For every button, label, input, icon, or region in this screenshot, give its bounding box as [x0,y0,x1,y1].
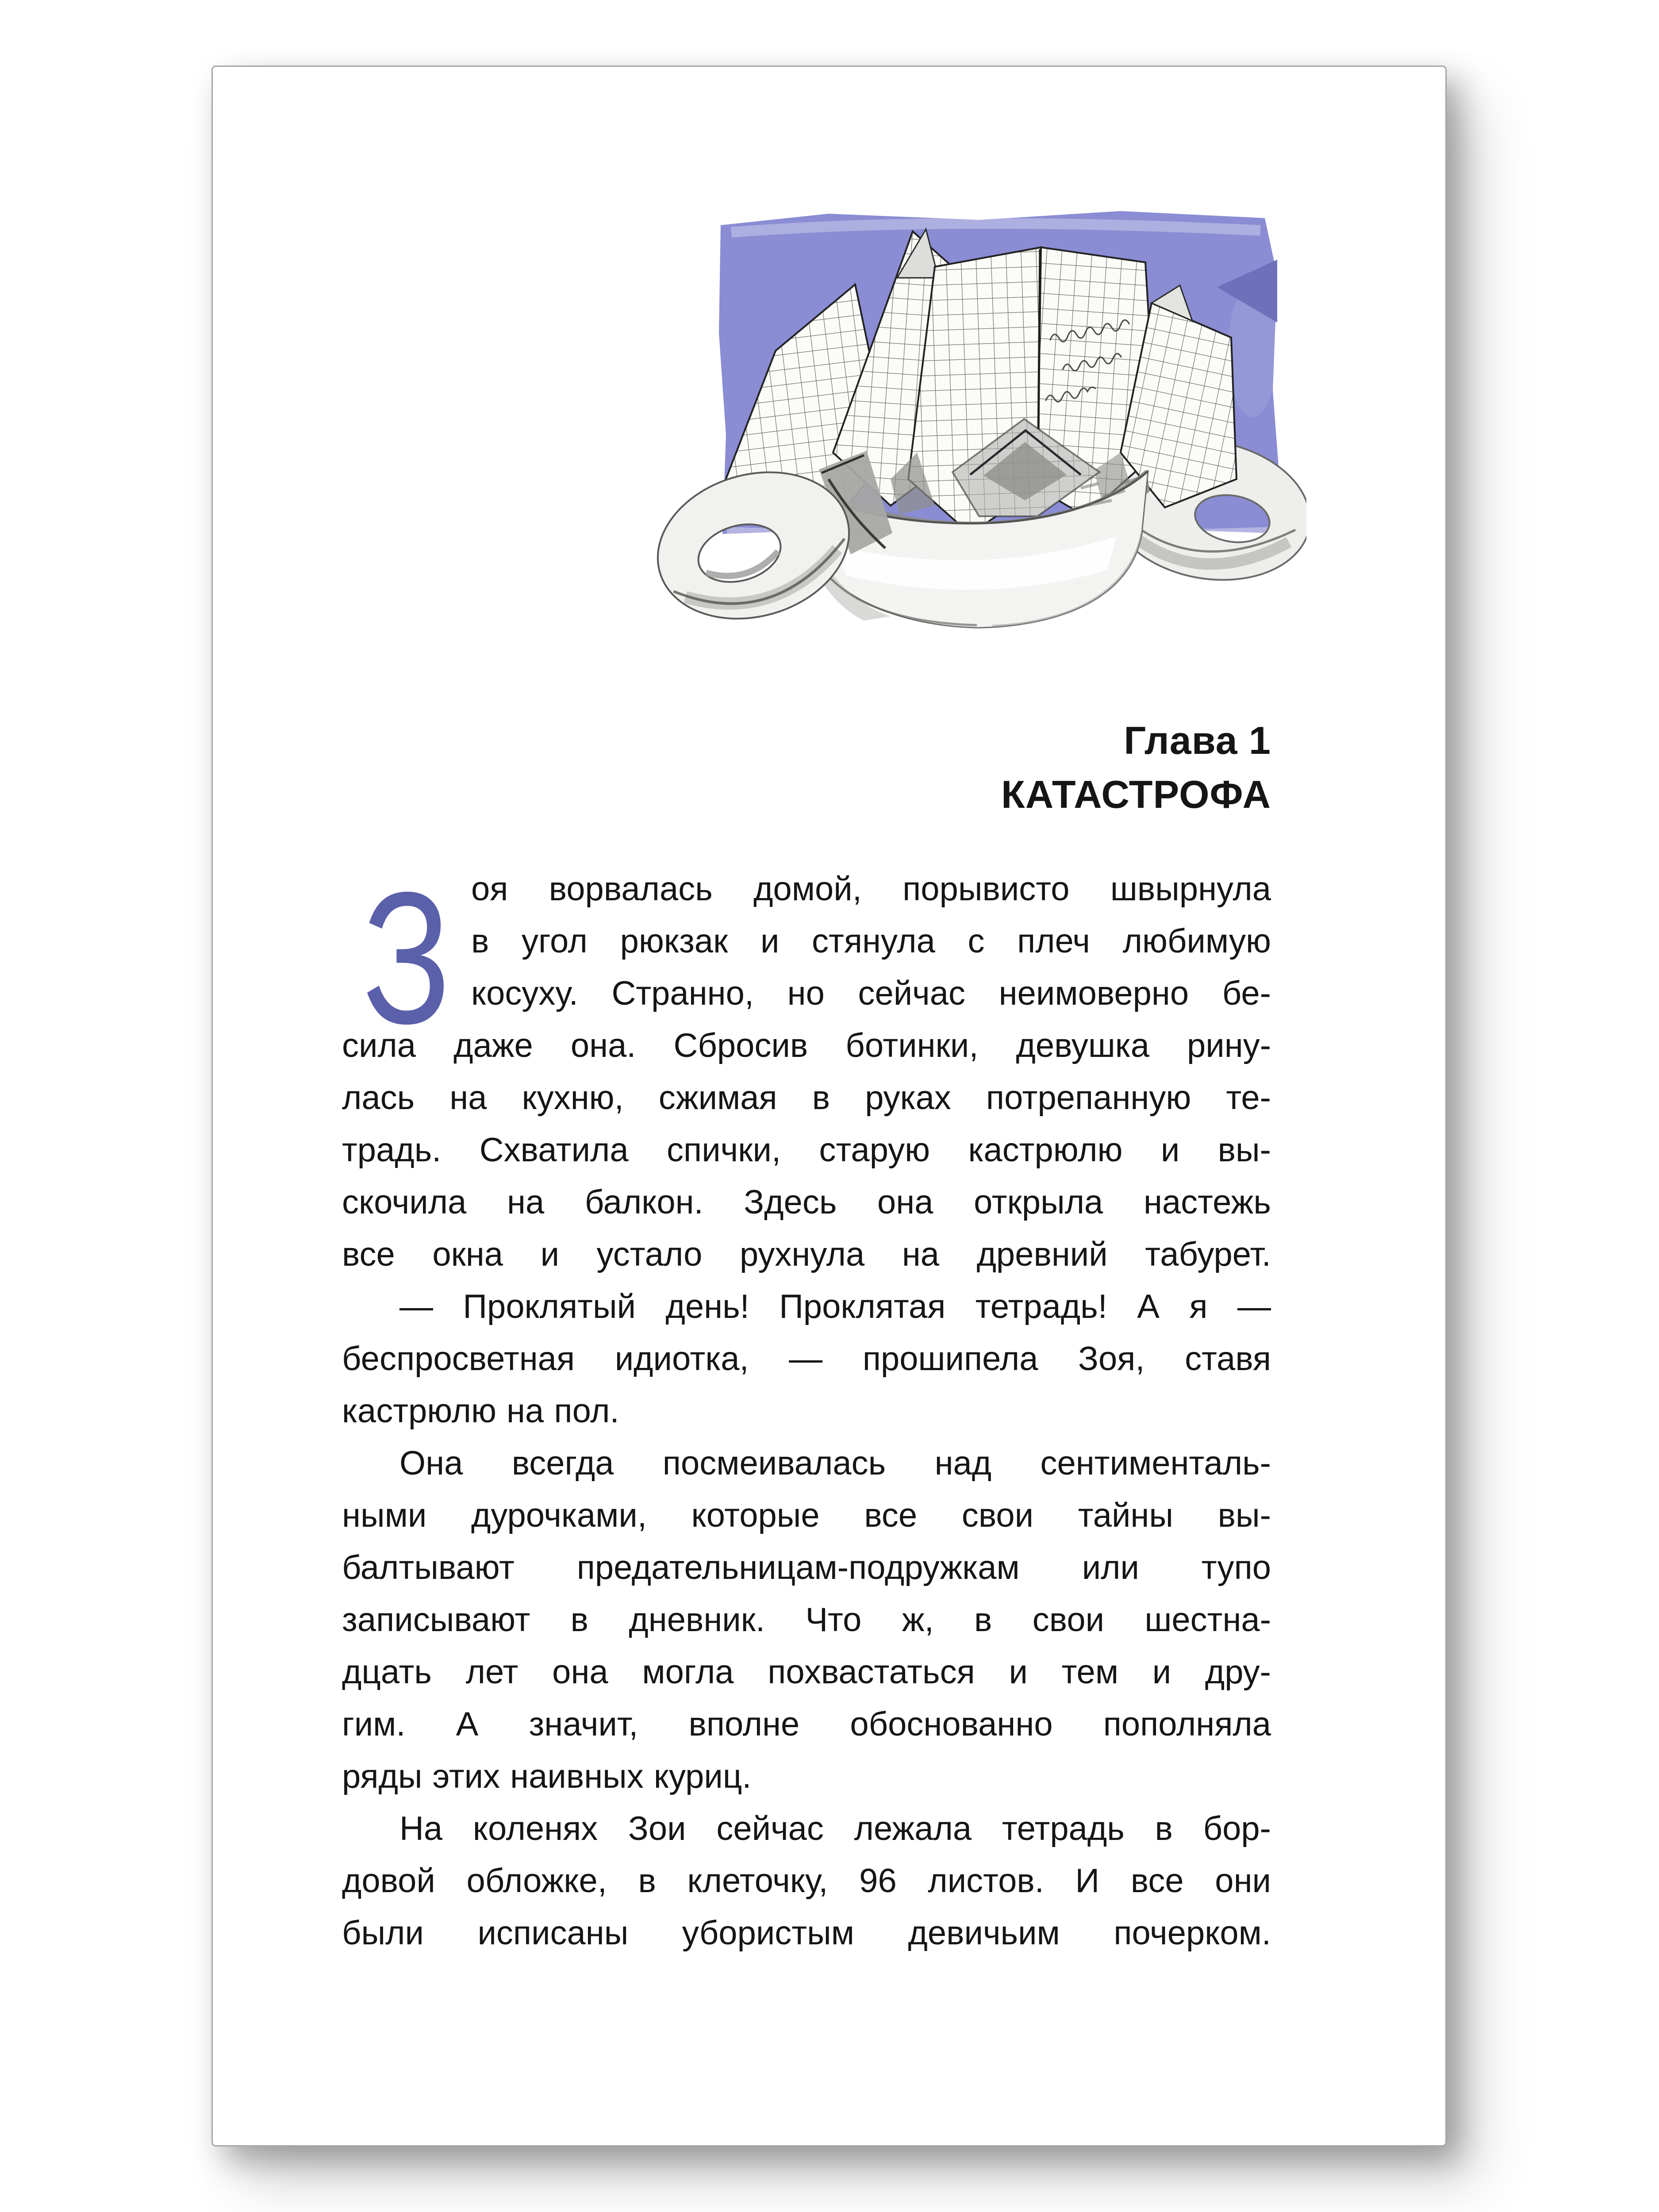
text-line: беспросветная идиотка, — прошипела Зоя, ставя [342,1340,1271,1378]
text-line: косуху. Странно, но сейчас неимоверно бе- [471,975,1271,1012]
book-page [211,65,1447,2147]
text-line: оя ворвалась домой, порывисто швырнула [471,870,1271,908]
text-line: балтывают предательницам-подружкам или тупо [342,1549,1271,1586]
text-line: — Проклятый день! Проклятая тетрадь! А я — [399,1288,1271,1325]
text-line: традь. Схватила спички, старую кастрюлю и вы- [342,1131,1271,1169]
chapter-title: КАТАСТРОФА [1001,772,1271,816]
text-line: гим. А значит, вполне обоснованно пополняла [342,1705,1271,1743]
text-line: в угол рюкзак и стянула с плеч любимую [471,922,1271,960]
text-line: записывают в дневник. Что ж, в свои шестна- [342,1601,1271,1639]
text-line: ряды этих наивных куриц. [342,1758,752,1795]
text-line: лась на кухню, сжимая в руках потрепанную те- [342,1079,1271,1117]
text-line: кастрюлю на пол. [342,1392,619,1430]
chapter-label: Глава 1 [1124,718,1271,762]
text-line: ными дурочками, которые все свои тайны вы- [342,1497,1271,1534]
body-lines [342,853,1271,1959]
drop-cap-letter: З [362,853,451,1063]
text-line: были исписаны убористым девичьим почерком. [342,1914,1271,1952]
text-line: скочила на балкон. Здесь она открыла настежь [342,1183,1271,1221]
chapter-heading [342,714,1271,822]
text-line: На коленях Зои сейчас лежала тетрадь в бор- [399,1810,1271,1847]
text-line: довой обложке, в клеточку, 96 листов. И все они [342,1862,1271,1900]
text-line: дцать лет она могла похвастаться и тем и дру- [342,1653,1271,1691]
text-line: Она всегда посмеивалась над сентименталь- [399,1444,1271,1482]
text-line: сила даже она. Сбросив ботинки, девушка рину- [342,1027,1271,1064]
text-line: все окна и устало рухнула на древний табурет. [342,1236,1271,1273]
chapter-illustration [643,205,1306,638]
